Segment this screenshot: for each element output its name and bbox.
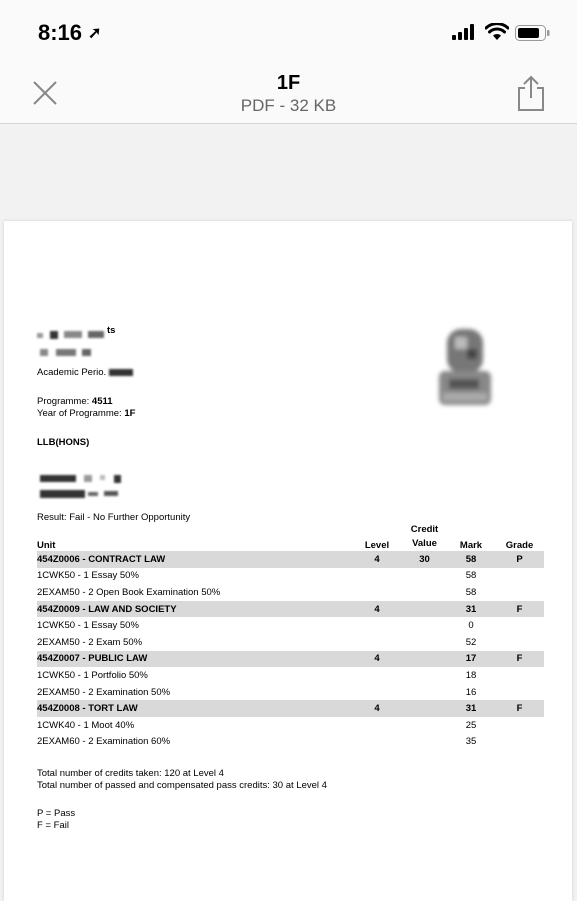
unit-row [37,700,544,717]
cell-unit: 1CWK50 - 1 Essay 50% [37,620,139,632]
redacted-name [88,331,104,338]
cell-grade [495,717,544,734]
cell-mark: 25 [465,719,477,731]
redacted-student [114,475,121,483]
credit-header-bottom: Value [412,538,437,549]
cell-mark: 17 [447,651,495,668]
cell-level [352,684,402,701]
cell-level [352,717,402,734]
cell-credit [402,584,447,601]
table-header-row [37,523,544,551]
assessment-row [37,717,544,734]
cell-unit: 1CWK40 - 1 Moot 40% [37,719,135,731]
redacted-period [109,369,133,376]
academic-period [37,367,133,379]
cell-unit: 454Z0007 - PUBLIC LAW [37,651,352,668]
cell-grade [495,634,544,651]
clock-text: 8:16 [38,20,83,45]
legend-pass: P = Pass [37,808,76,819]
unit-row [37,601,544,618]
cell-credit [402,651,447,668]
cell-unit: 2EXAM50 - 2 Exam 50% [37,636,143,648]
legend-fail: F = Fail [37,820,69,831]
cell-level [352,617,402,634]
redacted-line [40,349,48,356]
redacted-student [40,475,76,482]
cell-level [352,634,402,651]
nav-bar [0,66,577,124]
cell-unit: 1CWK50 - 1 Essay 50% [37,570,139,582]
redacted-name [37,333,43,338]
year-line [37,408,135,420]
cell-unit: 2EXAM60 - 2 Examination 60% [37,736,171,748]
year-value: 1F [124,408,136,419]
cell-grade [495,617,544,634]
university-crest-logo [429,321,499,431]
cell-unit: 1CWK50 - 1 Portfolio 50% [37,669,148,681]
unit-row [37,651,544,668]
cell-mark: 0 [468,620,474,632]
cell-mark: 58 [465,570,477,582]
assessment-row [37,684,544,701]
redacted-line [56,349,76,356]
cell-credit [402,667,447,684]
cell-level [352,667,402,684]
redacted-student [100,475,105,480]
cell-credit [402,634,447,651]
academic-period-label: Academic Perio. [37,367,107,378]
redacted-line [82,349,91,356]
assessment-row [37,634,544,651]
column-header-unit: Unit [37,540,56,551]
cell-grade [495,584,544,601]
cell-grade: F [495,601,544,618]
status-bar [0,0,577,66]
name-fragment: ts [107,325,116,336]
programme-value: 4511 [91,396,113,407]
cell-level: 4 [352,601,402,618]
cell-credit [402,601,447,618]
redacted-name [64,331,82,338]
cell-level: 4 [352,551,402,568]
programme-line [37,396,113,408]
cell-mark: 52 [465,636,477,648]
share-icon[interactable] [515,74,547,112]
location-arrow-icon: ➚ [88,25,102,42]
document-title: 1F [276,72,301,94]
cell-mark: 35 [465,736,477,748]
cell-credit [402,568,447,585]
battery-icon [515,25,551,41]
results-table [37,523,544,750]
column-header-credit-value [402,523,447,551]
cell-unit: 2EXAM50 - 2 Open Book Examination 50% [37,586,221,598]
cell-mark: 16 [465,686,477,698]
credit-header-top: Credit [410,524,439,535]
cell-unit: 2EXAM50 - 2 Examination 50% [37,686,171,698]
cell-credit [402,717,447,734]
cell-level [352,568,402,585]
cell-mark: 18 [465,669,477,681]
cell-level [352,584,402,601]
cell-mark: 31 [447,700,495,717]
cell-grade [495,568,544,585]
cell-grade: P [495,551,544,568]
document-subtitle: PDF - 32 KB [240,96,337,115]
redacted-student [84,475,92,482]
cell-credit [402,700,447,717]
cell-unit: 454Z0006 - CONTRACT LAW [37,551,352,568]
redacted-name [50,331,58,339]
cell-level: 4 [352,700,402,717]
cell-level [352,734,402,751]
cell-credit [402,684,447,701]
assessment-row [37,568,544,585]
assessment-row [37,734,544,751]
cell-level: 4 [352,651,402,668]
total-credits: Total number of credits taken: 120 at Level 4 [37,768,224,779]
column-header-level: Level [364,540,390,551]
cell-credit: 30 [402,551,447,568]
total-passed-credits: Total number of passed and compensated pass credits: 30 at Level 4 [37,780,327,791]
assessment-row [37,667,544,684]
cell-grade: F [495,700,544,717]
assessment-row [37,617,544,634]
cell-grade [495,667,544,684]
result-status: Result: Fail - No Further Opportunity [37,512,191,523]
cell-mark: 58 [465,586,477,598]
assessment-row [37,584,544,601]
cell-credit [402,734,447,751]
pdf-page[interactable] [4,221,572,901]
cell-grade [495,734,544,751]
degree-title: LLB(HONS) [37,437,90,448]
cell-credit [402,617,447,634]
cell-unit: 454Z0009 - LAW AND SOCIETY [37,601,352,618]
cell-grade: F [495,651,544,668]
programme-label: Programme: [37,396,90,407]
cell-unit: 454Z0008 - TORT LAW [37,700,352,717]
unit-row [37,551,544,568]
column-header-mark: Mark [459,540,483,551]
wifi-icon [485,23,509,41]
cell-grade [495,684,544,701]
redacted-student [104,491,118,496]
column-header-grade: Grade [505,540,534,551]
redacted-student [88,492,98,496]
cell-mark: 58 [447,551,495,568]
status-time [38,20,101,46]
cellular-signal-icon [452,24,476,40]
year-label: Year of Programme: [37,408,122,419]
redacted-student [40,490,85,498]
cell-mark: 31 [447,601,495,618]
